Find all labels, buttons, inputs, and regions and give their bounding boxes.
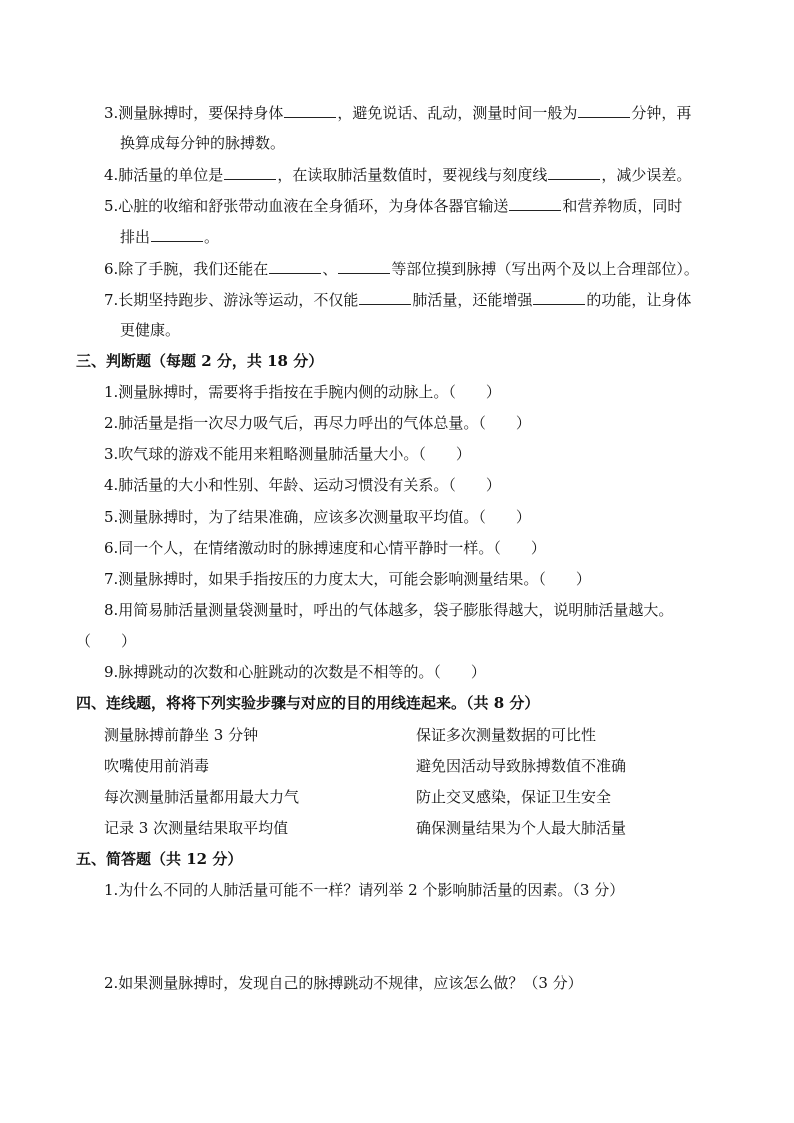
q7-text-d: 更健康。 bbox=[120, 321, 181, 339]
match-right-item[interactable]: 避免因活动导致脉搏数值不准确 bbox=[416, 757, 627, 775]
q6-blank-1[interactable] bbox=[269, 258, 321, 274]
match-right-item[interactable]: 保证多次测量数据的可比性 bbox=[416, 726, 597, 744]
judge-item-4: 4.肺活量的大小和性别、年龄、运动习惯没有关系。（ ） bbox=[104, 476, 501, 494]
q6-blank-2[interactable] bbox=[338, 258, 390, 274]
fill-question-6 bbox=[104, 258, 699, 279]
q5-blank-1[interactable] bbox=[509, 195, 561, 211]
q7-text-b: 肺活量，还能增强 bbox=[412, 291, 533, 309]
q7-blank-1[interactable] bbox=[359, 289, 411, 305]
q3-blank-1[interactable] bbox=[284, 102, 336, 118]
judge-item-6: 6.同一个人，在情绪激动时的脉搏速度和心情平静时一样。（ ） bbox=[104, 539, 546, 557]
fill-question-7 bbox=[104, 289, 691, 310]
q5-text-a: 5.心脏的收缩和舒张带动血液在全身循环，为身体各器官输送 bbox=[104, 197, 509, 215]
q6-text-c: 等部位摸到脉搏（写出两个及以上合理部位）。 bbox=[391, 260, 699, 278]
judge-item-5: 5.测量脉搏时，为了结果准确，应该多次测量取平均值。（ ） bbox=[104, 508, 531, 526]
fill-question-4 bbox=[104, 164, 691, 185]
q3-text-a: 3.测量脉搏时，要保持身体 bbox=[104, 104, 284, 122]
q4-text-c: ，减少误差。 bbox=[601, 166, 692, 184]
q6-text-b: 、 bbox=[322, 260, 338, 278]
q3-blank-2[interactable] bbox=[578, 102, 630, 118]
short-question-1: 1.为什么不同的人肺活量可能不一样？请列举 2 个影响肺活量的因素。（3 分） bbox=[104, 881, 625, 899]
q3-text-d: 换算成每分钟的脉搏数。 bbox=[120, 134, 286, 152]
q5-text-c: 排出 bbox=[120, 228, 151, 246]
fill-question-5 bbox=[104, 195, 682, 216]
judge-item-3: 3.吹气球的游戏不能用来粗略测量肺活量大小。（ ） bbox=[104, 445, 471, 463]
judge-item-8: 8.用简易肺活量测量袋测量时，呼出的气体越多，袋子膨胀得越大，说明肺活量越大。 bbox=[104, 601, 674, 619]
match-right-item[interactable]: 确保测量结果为个人最大肺活量 bbox=[416, 819, 627, 837]
q5-text-b: 和营养物质，同时 bbox=[562, 197, 683, 215]
fill-question-5-cont bbox=[120, 226, 219, 247]
judge-item-8-answer: （ ） bbox=[76, 632, 137, 650]
q4-text-a: 4.肺活量的单位是 bbox=[104, 166, 224, 184]
short-section-title: 五、简答题（共 12 分） bbox=[76, 850, 243, 868]
q5-blank-2[interactable] bbox=[151, 226, 203, 242]
judge-item-9: 9.脉搏跳动的次数和心脏跳动的次数是不相等的。（ ） bbox=[104, 663, 486, 681]
q4-blank-2[interactable] bbox=[548, 164, 600, 180]
judge-item-1: 1.测量脉搏时，需要将手指按在手腕内侧的动脉上。（ ） bbox=[104, 383, 501, 401]
q3-text-b: ，避免说话、乱动，测量时间一般为 bbox=[337, 104, 578, 122]
q4-blank-1[interactable] bbox=[224, 164, 276, 180]
match-section-title: 四、连线题，将将下列实验步骤与对应的目的用线连起来。（共 8 分） bbox=[76, 694, 540, 712]
q3-text-c: 分钟，再 bbox=[631, 104, 692, 122]
q4-text-b: ，在读取肺活量数值时，要视线与刻度线 bbox=[277, 166, 548, 184]
match-left-item[interactable]: 测量脉搏前静坐 3 分钟 bbox=[104, 726, 259, 744]
match-left-item[interactable]: 每次测量肺活量都用最大力气 bbox=[104, 788, 300, 806]
judge-section-title: 三、判断题（每题 2 分，共 18 分） bbox=[76, 352, 324, 370]
fill-question-3 bbox=[104, 102, 691, 123]
q5-text-d: 。 bbox=[204, 228, 220, 246]
q7-text-c: 的功能，让身体 bbox=[586, 291, 692, 309]
match-right-item[interactable]: 防止交叉感染，保证卫生安全 bbox=[416, 788, 612, 806]
match-left-item[interactable]: 吹嘴使用前消毒 bbox=[104, 757, 210, 775]
q7-text-a: 7.长期坚持跑步、游泳等运动，不仅能 bbox=[104, 291, 359, 309]
q7-blank-2[interactable] bbox=[533, 289, 585, 305]
match-left-item[interactable]: 记录 3 次测量结果取平均值 bbox=[104, 819, 289, 837]
judge-item-7: 7.测量脉搏时，如果手指按压的力度太大，可能会影响测量结果。（ ） bbox=[104, 570, 591, 588]
short-question-2: 2.如果测量脉搏时，发现自己的脉搏跳动不规律，应该怎么做？（3 分） bbox=[104, 974, 583, 992]
fill-question-3-cont bbox=[120, 133, 285, 153]
q6-text-a: 6.除了手腕，我们还能在 bbox=[104, 260, 269, 278]
fill-question-7-cont bbox=[120, 320, 180, 340]
judge-item-2: 2.肺活量是指一次尽力吸气后，再尽力呼出的气体总量。（ ） bbox=[104, 414, 531, 432]
